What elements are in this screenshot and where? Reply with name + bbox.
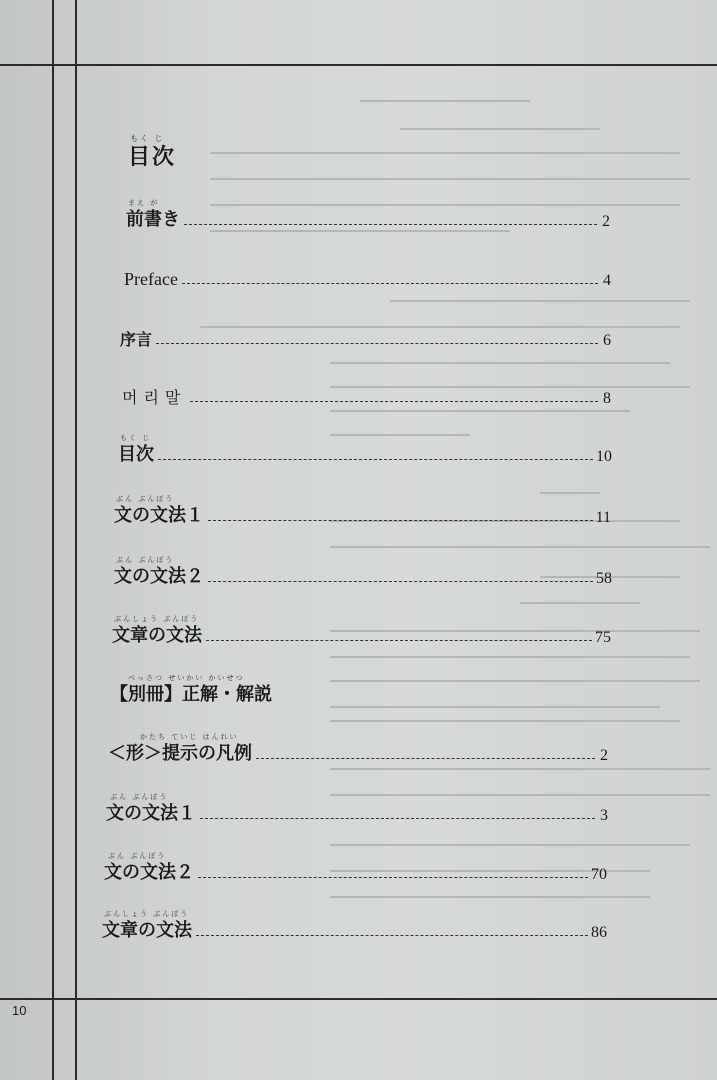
toc-entry-label: 文章の文法 — [112, 625, 202, 646]
leader-dots — [256, 757, 595, 759]
leader-dots — [182, 282, 598, 284]
toc-entry-ruby: ぶん ぶんぽう — [116, 495, 175, 503]
toc-entry-ruby: ぶん ぶんぽう — [110, 793, 169, 801]
toc-entry-page: 4 — [603, 272, 611, 289]
toc-entry-page: 86 — [591, 924, 607, 941]
toc-entry-ruby: ぶんしょう ぶんぽう — [114, 615, 200, 623]
toc-entry — [114, 497, 611, 527]
toc-entry-label: 序言 — [120, 330, 153, 349]
toc-entry-page: 11 — [595, 509, 611, 526]
toc-entry-label: Preface — [124, 269, 178, 289]
leader-dots — [158, 458, 593, 460]
toc-entry — [114, 558, 612, 588]
toc-entry — [108, 735, 608, 765]
toc-entry — [112, 617, 611, 647]
toc-title: 目次 — [128, 144, 177, 170]
toc-entry — [124, 260, 611, 290]
leader-dots — [184, 223, 597, 225]
toc-entry-label: 目次 — [118, 444, 154, 465]
supplement-heading-ruby: べっさつ せいかい かいせつ — [128, 674, 245, 682]
leader-dots — [208, 580, 593, 582]
toc-entry-ruby: もく じ — [120, 434, 152, 442]
toc-entry-page: 8 — [603, 390, 611, 407]
leader-dots — [156, 342, 598, 344]
left-frame-line-outer — [52, 0, 54, 1080]
toc-entry — [104, 854, 607, 884]
toc-entry-ruby: ぶんしょう ぶんぽう — [104, 910, 190, 918]
toc-entry-page: 70 — [591, 866, 607, 883]
leader-dots — [208, 519, 593, 521]
toc-entry-label: 文の文法１ — [114, 505, 204, 526]
page-number: 10 — [12, 1003, 27, 1018]
toc-entry-page: 58 — [596, 570, 612, 587]
left-frame-line-inner — [75, 0, 77, 1080]
toc-entry-ruby: かたち ていじ はんれい — [140, 733, 239, 741]
toc-entry-page: 10 — [596, 448, 612, 465]
toc-entry-label: 文の文法２ — [114, 566, 204, 587]
toc-entry-label: ＜形＞提示の凡例 — [108, 743, 252, 764]
toc-entry — [122, 378, 611, 408]
toc-entry-label: 머리말 — [122, 388, 187, 407]
toc-entry-label: 文の文法２ — [104, 862, 194, 883]
leader-dots — [198, 876, 588, 878]
toc-entry-ruby: ぶん ぶんぽう — [116, 556, 175, 564]
toc-entry — [106, 795, 608, 825]
toc-entry — [118, 436, 612, 466]
toc-entry-page: 2 — [600, 747, 608, 764]
toc-entry — [102, 912, 607, 942]
leader-dots — [196, 934, 588, 936]
leader-dots — [200, 817, 595, 819]
toc-entry-label: 文の文法１ — [106, 803, 196, 824]
leader-dots — [206, 639, 592, 641]
toc-entry-label: 文章の文法 — [102, 920, 192, 941]
toc-entry-label: 前書き — [126, 209, 180, 230]
toc-entry-ruby: ぶん ぶんぽう — [108, 852, 167, 860]
toc-entry — [126, 201, 610, 231]
supplement-heading-label: 【別冊】正解・解説 — [110, 684, 272, 705]
toc-entry-page: 2 — [602, 213, 610, 230]
supplement-heading — [110, 676, 410, 706]
toc-entry-page: 75 — [595, 629, 611, 646]
toc-entry-page: 3 — [600, 807, 608, 824]
toc-entry-page: 6 — [603, 332, 611, 349]
leader-dots — [190, 400, 598, 402]
toc-entry — [120, 320, 611, 350]
toc-entry-ruby: まえ が — [128, 199, 160, 207]
toc-title-ruby: もく じ — [130, 134, 165, 143]
bottom-frame-line — [0, 998, 717, 1000]
top-frame-line — [0, 64, 717, 66]
